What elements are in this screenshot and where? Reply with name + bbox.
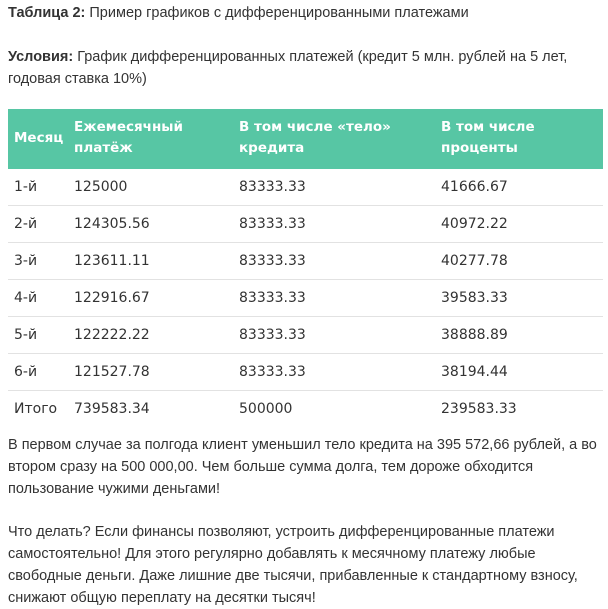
cell-month: 2-й <box>8 206 68 243</box>
cell-interest: 39583.33 <box>435 280 603 317</box>
cell-month: 4-й <box>8 280 68 317</box>
table-header-row <box>8 109 603 169</box>
cell-total-label: Итого <box>8 391 68 428</box>
table-row <box>8 280 603 317</box>
caption-label: Таблица 2: <box>8 5 86 21</box>
cell-month: 1-й <box>8 169 68 206</box>
paragraph-comparison: В первом случае за полгода клиент уменьшил тело кредита на 395 572,66 рублей, а во втором сразу на 500 000,00. Чем больше сумма долга, тем дороже обходится пользование чужими деньгами! <box>8 437 597 497</box>
cell-payment: 121527.78 <box>68 354 233 391</box>
header-interest: В том числе проценты <box>435 109 603 169</box>
table-row <box>8 243 603 280</box>
cell-principal: 83333.33 <box>233 317 435 354</box>
cell-interest: 38194.44 <box>435 354 603 391</box>
cell-interest: 40972.22 <box>435 206 603 243</box>
paragraph-advice: Что делать? Если финансы позволяют, устроить дифференцированные платежи самостоятельно! Для этого регулярно добавлять к месячному платежу любые свободные деньги. Даже лишние две тысячи, прибавленные к стандартному взносу, снижают общую переплату на десятки тысяч! <box>8 524 578 606</box>
cell-payment: 122916.67 <box>68 280 233 317</box>
cell-payment: 122222.22 <box>68 317 233 354</box>
cell-interest: 38888.89 <box>435 317 603 354</box>
cell-month: 5-й <box>8 317 68 354</box>
conditions-text: График дифференцированных платежей (кредит 5 млн. рублей на 5 лет, годовая ставка 10%) <box>8 49 568 87</box>
cell-interest: 40277.78 <box>435 243 603 280</box>
cell-payment: 123611.11 <box>68 243 233 280</box>
cell-principal: 83333.33 <box>233 243 435 280</box>
table-row <box>8 169 603 206</box>
cell-month: 3-й <box>8 243 68 280</box>
cell-principal: 83333.33 <box>233 169 435 206</box>
cell-payment: 125000 <box>68 169 233 206</box>
cell-month: 6-й <box>8 354 68 391</box>
cell-principal: 83333.33 <box>233 354 435 391</box>
payment-schedule-table <box>8 109 603 427</box>
caption-text: Пример графиков с дифференцированными платежами <box>85 5 469 21</box>
cell-total-payment: 739583.34 <box>68 391 233 428</box>
table-total-row <box>8 391 603 428</box>
cell-principal: 83333.33 <box>233 206 435 243</box>
cell-principal: 83333.33 <box>233 280 435 317</box>
conditions-label: Условия: <box>8 49 74 65</box>
header-monthly-payment: Ежемесячный платёж <box>68 109 233 169</box>
cell-total-principal: 500000 <box>233 391 435 428</box>
table-caption <box>8 4 469 22</box>
header-principal: В том числе «тело» кредита <box>233 109 435 169</box>
table-row <box>8 317 603 354</box>
table-row <box>8 206 603 243</box>
cell-payment: 124305.56 <box>68 206 233 243</box>
cell-interest: 41666.67 <box>435 169 603 206</box>
loan-conditions <box>8 46 600 90</box>
cell-total-interest: 239583.33 <box>435 391 603 428</box>
header-month: Месяц <box>8 109 68 169</box>
table-row <box>8 354 603 391</box>
